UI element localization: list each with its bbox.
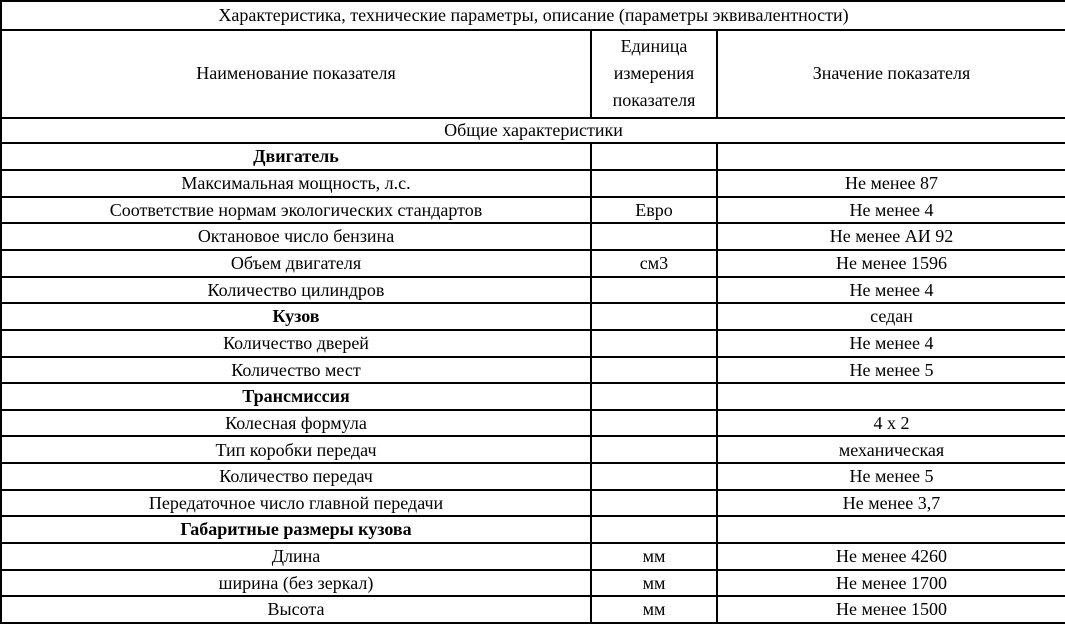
cell-value: Не менее 1596 xyxy=(717,250,1065,277)
column-header-row xyxy=(1,30,1065,118)
cell-unit: мм xyxy=(591,543,717,570)
cell-name: Колесная формула xyxy=(1,410,591,437)
cell-unit xyxy=(591,516,717,543)
cell-value: 4 х 2 xyxy=(717,410,1065,437)
cell-name: Объем двигателя xyxy=(1,250,591,277)
section-row xyxy=(1,303,1065,330)
section-row xyxy=(1,516,1065,543)
table-row xyxy=(1,410,1065,437)
cell-unit: мм xyxy=(591,596,717,623)
cell-name: Габаритные размеры кузова xyxy=(1,516,591,543)
cell-value: Не менее 4260 xyxy=(717,543,1065,570)
cell-value: Не менее 4 xyxy=(717,330,1065,357)
cell-name: Длина xyxy=(1,543,591,570)
cell-name: Тип коробки передач xyxy=(1,436,591,463)
cell-value: Не менее 5 xyxy=(717,357,1065,384)
column-header-unit: Единица измерения показателя xyxy=(591,30,717,118)
cell-value: Не менее 5 xyxy=(717,463,1065,490)
cell-value xyxy=(717,383,1065,410)
cell-unit xyxy=(591,170,717,197)
cell-unit: см3 xyxy=(591,250,717,277)
section-header: Общие характеристики xyxy=(1,118,1065,144)
cell-unit: мм xyxy=(591,570,717,597)
cell-value: Не менее 4 xyxy=(717,277,1065,304)
cell-value xyxy=(717,516,1065,543)
column-header-name: Наименование показателя xyxy=(1,30,591,118)
table-title-row xyxy=(1,1,1065,30)
table-row xyxy=(1,436,1065,463)
cell-name: Количество цилиндров xyxy=(1,277,591,304)
column-header-value: Значение показателя xyxy=(717,30,1065,118)
cell-name: Кузов xyxy=(1,303,591,330)
cell-unit xyxy=(591,463,717,490)
table-row xyxy=(1,543,1065,570)
table-row xyxy=(1,490,1065,517)
cell-value: Не менее 3,7 xyxy=(717,490,1065,517)
cell-name: Максимальная мощность, л.с. xyxy=(1,170,591,197)
cell-name: Высота xyxy=(1,596,591,623)
section-row xyxy=(1,383,1065,410)
table-row xyxy=(1,596,1065,623)
cell-unit: Евро xyxy=(591,197,717,224)
section-span-row xyxy=(1,118,1065,144)
table-row xyxy=(1,197,1065,224)
cell-name: Двигатель xyxy=(1,143,591,170)
cell-name: Количество передач xyxy=(1,463,591,490)
cell-unit xyxy=(591,357,717,384)
cell-name: Количество мест xyxy=(1,357,591,384)
cell-unit xyxy=(591,223,717,250)
cell-name: Соответствие нормам экологических стандартов xyxy=(1,197,591,224)
table-title: Характеристика, технические параметры, описание (параметры эквивалентности) xyxy=(1,1,1065,30)
table-row xyxy=(1,250,1065,277)
cell-unit xyxy=(591,303,717,330)
cell-unit xyxy=(591,436,717,463)
cell-name: Количество дверей xyxy=(1,330,591,357)
cell-value: Не менее 1700 xyxy=(717,570,1065,597)
table-row xyxy=(1,330,1065,357)
table-row xyxy=(1,357,1065,384)
cell-name: Передаточное число главной передачи xyxy=(1,490,591,517)
table-row xyxy=(1,570,1065,597)
cell-value: Не менее 87 xyxy=(717,170,1065,197)
section-row xyxy=(1,143,1065,170)
cell-unit xyxy=(591,143,717,170)
table-row xyxy=(1,277,1065,304)
cell-value: Не менее 4 xyxy=(717,197,1065,224)
cell-value: механическая xyxy=(717,436,1065,463)
cell-unit xyxy=(591,383,717,410)
cell-name: Трансмиссия xyxy=(1,383,591,410)
table-row xyxy=(1,223,1065,250)
cell-value: седан xyxy=(717,303,1065,330)
cell-value: Не менее АИ 92 xyxy=(717,223,1065,250)
table-row xyxy=(1,170,1065,197)
cell-unit xyxy=(591,410,717,437)
cell-unit xyxy=(591,330,717,357)
cell-name: Октановое число бензина xyxy=(1,223,591,250)
cell-value xyxy=(717,143,1065,170)
cell-value: Не менее 1500 xyxy=(717,596,1065,623)
cell-unit xyxy=(591,490,717,517)
cell-name: ширина (без зеркал) xyxy=(1,570,591,597)
cell-unit xyxy=(591,277,717,304)
table-row xyxy=(1,463,1065,490)
